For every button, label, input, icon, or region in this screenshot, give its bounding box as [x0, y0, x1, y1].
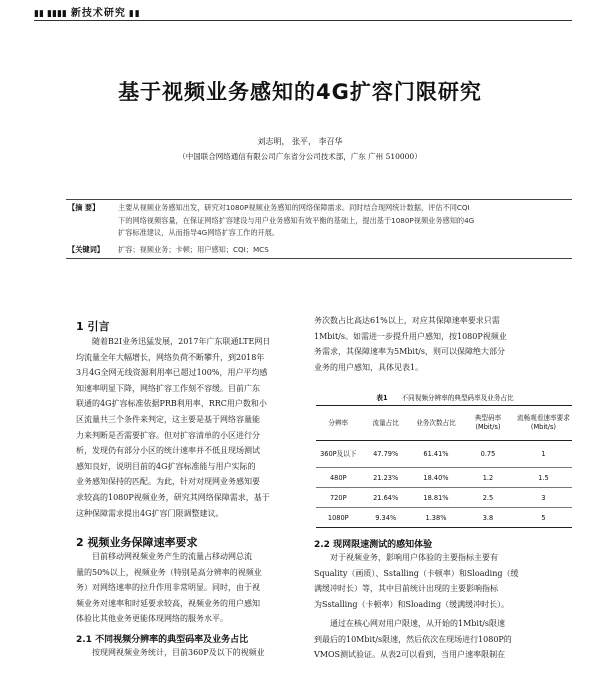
section-heading-1: 1 引言 [76, 320, 110, 333]
text-line: Squality（画质）、Sstalling（卡顿率）和Sloading（缓 [314, 568, 519, 578]
table-cell: 1080P [316, 508, 361, 528]
section-2-2-paragraph-2 [314, 616, 576, 663]
text-line: 为Sstalling（卡顿率）和Sloading（缓满缓冲时长）。 [314, 599, 510, 609]
table-cell: 5 [515, 508, 572, 528]
text-line: 满缓冲时长）等，其中目前统计出现的主要影响指标 [314, 584, 498, 594]
table-cell: 2.5 [461, 488, 515, 508]
table-cell: 480P [316, 468, 361, 488]
column-header: 典型码率(Mbit/s) [461, 406, 515, 441]
text-line: 均流量全年大幅增长，网络负荷不断攀升，到2018年 [76, 352, 265, 362]
table-cell: 21.23% [361, 468, 411, 488]
text-line: 量的50%以上，视频业务（特别是高分辨率的视频业 [76, 567, 262, 577]
section-2-1-paragraph [76, 645, 298, 661]
table-cell: 61.41% [423, 450, 449, 458]
table-cell: 1.38% [411, 508, 461, 528]
table-cell: 21.64% [361, 488, 411, 508]
table-cell: 3.8 [461, 508, 515, 528]
table-row [316, 508, 572, 528]
abstract-line: 扩容标准建议，从而指导4G网络扩容工作的开展。 [118, 228, 280, 237]
section-2-paragraph [76, 549, 298, 627]
abstract [66, 202, 572, 242]
text-line: 目前移动网视频业务产生的流量占移动网总流 [92, 552, 252, 561]
text-line: 体验比其他业务更能体现网络的服务水平。 [76, 614, 228, 624]
text-line: 力来判断是否需要扩容。但对扩容清单的小区进行分 [76, 430, 260, 440]
affiliation: （中国联合网络通信有限公司广东省分公司技术部，广东 广州 510000） [178, 152, 422, 161]
text-line: 业务的用户感知，具体见表1。 [314, 362, 424, 372]
text-line: 务次数占比高达61%以上，对应其保障速率要求只需 [314, 316, 500, 325]
table-cell: 18.81% [411, 488, 461, 508]
text-line: 务）对网络速率的拉升作用非常明显。同时，由于视 [76, 583, 260, 593]
text-line: 按现网视频业务统计，目前360P及以下的视频业 [92, 648, 265, 657]
table-row [316, 468, 572, 488]
author-list: 刘志明， 张平， 李召华 [257, 137, 343, 146]
header-rule [34, 20, 572, 21]
header-bars-icon: ▮▮ ▮▮▮▮ [34, 9, 67, 19]
table-cell: 1.2 [461, 468, 515, 488]
table-1 [316, 405, 572, 528]
table-cell: 9.34% [361, 508, 411, 528]
abstract-bottom-rule [66, 258, 572, 259]
paper-title: 基于视频业务感知的4G扩容门限研究 [118, 80, 482, 104]
column-name: 新技术研究 [70, 8, 126, 19]
abstract-label: 【摘 要】 [68, 203, 100, 212]
table-row [316, 441, 572, 468]
abstract-top-rule [66, 199, 572, 200]
intro-paragraph [76, 334, 298, 521]
section-heading-2: 2 视频业务保障速率要求 [76, 536, 198, 549]
keywords-text: 扩容；视频业务；卡顿；用户感知；CQI；MCS [118, 245, 269, 254]
section-heading-2-2: 2.2 现网限速测试的感知体验 [314, 540, 433, 550]
table-cell: 0.75 [480, 450, 496, 458]
table-header-row [316, 406, 572, 441]
text-line: 业务感知保持的匹配。为此，针对对现网业务感知要 [76, 477, 260, 487]
section-heading-2-1: 2.1 不同视频分辨率的典型码率及业务占比 [76, 635, 249, 645]
text-line: 通过在核心网对用户限速，从开始的1Mbit/s限速 [330, 619, 505, 628]
section-2-2-paragraph [314, 550, 576, 612]
table-cell: 720P [316, 488, 361, 508]
text-line: 随着B2I业务迅猛发展，2017年广东联通LTE网日 [92, 337, 271, 346]
table-cell: 1.5 [515, 468, 572, 488]
table-cell: 18.40% [411, 468, 461, 488]
table-1-caption [314, 392, 576, 402]
abstract-line: 主要从视频业务感知出发，研究对1080P视频业务感知的网络保障需求。同时结合现网统计数据，评估不同CQI [118, 203, 470, 212]
table-cell: 1 [541, 450, 546, 458]
text-line: 1Mbit/s。如需进一步提升用户感知，按1080P视频业 [314, 331, 507, 341]
column-header: 分辨率 [316, 406, 361, 441]
keywords-label: 【关键词】 [68, 245, 104, 254]
table-row [316, 488, 572, 508]
text-line: 析，发现仍有部分小区的统计速率并不低且现场测试 [76, 446, 260, 456]
text-line: 这种保障需求提出4G扩容门限调整建议。 [76, 508, 224, 518]
text-line: 知速率明显下降，网络扩容工作刻不容缓。目前广东 [76, 383, 260, 393]
text-line: 区流量共三个条件来判定，这主要是基于网络容量能 [76, 414, 260, 424]
text-line: 联通的4G扩容标准依据PRB利用率、RRC用户数和小 [76, 399, 267, 409]
text-line: 3月4G全网无线资源利用率已超过100%，用户平均感 [76, 368, 268, 378]
right-paragraph-continued [314, 313, 576, 375]
column-header [34, 4, 141, 19]
text-line: 对于视频业务，影响用户体验的主要指标主要有 [330, 553, 498, 562]
table-cell: 3 [515, 488, 572, 508]
abstract-line: 下的网络视频容量，在保证网络扩容建设与用户业务感知有效平衡的基础上，提出基于1080P视频业务感知的4G [118, 215, 475, 225]
keywords [66, 244, 572, 258]
text-line: 频业务对速率和时延要求较高，视频业务的用户感知 [76, 598, 260, 608]
table-title: 不同视频分辨率的典型码率及业务占比 [401, 394, 514, 402]
text-line: VMOS测试验证。从表2可以看到，当用户速率限制在 [314, 650, 506, 660]
text-line: 感知良好，说明目前的4G扩容标准能与用户实际的 [76, 461, 256, 471]
text-line: 求较高的1080P视频业务，研究其网络保障需求，基于 [76, 492, 270, 502]
table-cell: 360P及以下 [320, 450, 357, 458]
table-number: 表1 [376, 394, 388, 402]
column-header: 流量占比 [361, 406, 411, 441]
header-bars-end-icon: ▮▮ [128, 9, 141, 19]
table-cell: 47.79% [373, 450, 399, 458]
text-line: 到最后的10Mbit/s限速，然后依次在现场进行1080P的 [314, 634, 512, 644]
column-header: 流畅观看速率要求(Mbit/s) [515, 406, 572, 441]
text-line: 务需求，其保障速率为5Mbit/s，则可以保障绝大部分 [314, 347, 505, 357]
column-header: 业务次数占比 [411, 406, 461, 441]
